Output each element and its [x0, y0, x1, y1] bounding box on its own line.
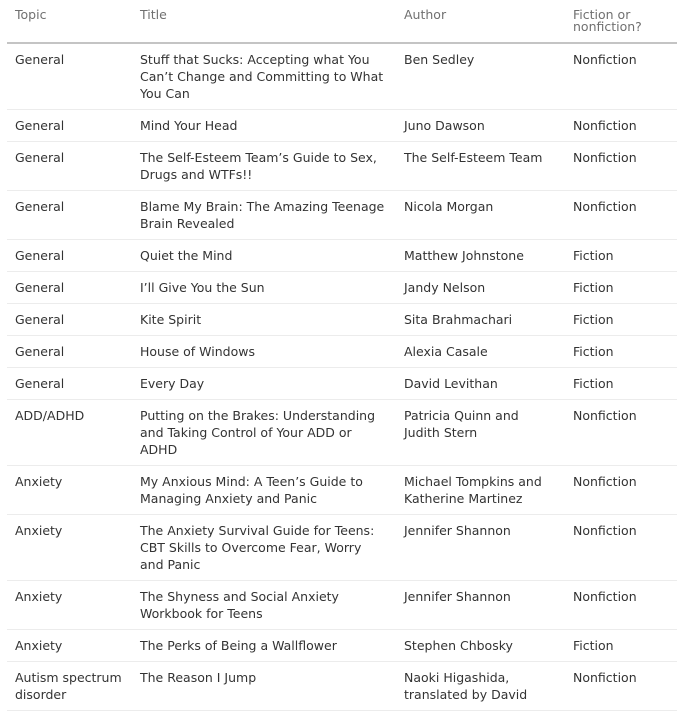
header-title: Title — [132, 0, 396, 43]
table-row — [7, 400, 677, 466]
header-topic: Topic — [7, 0, 132, 43]
cell-author: Alexia Casale — [396, 336, 565, 368]
cell-type: Fiction — [565, 336, 677, 368]
cell-topic: General — [7, 191, 132, 240]
cell-type: Nonfiction — [565, 191, 677, 240]
cell-topic: Anxiety — [7, 581, 132, 630]
cell-title: I’ll Give You the Sun — [132, 272, 396, 304]
cell-title: The Perks of Being a Wallflower — [132, 630, 396, 662]
cell-title: The Reason I Jump — [132, 662, 396, 711]
cell-topic: ADD/ADHD — [7, 400, 132, 466]
cell-author: David Levithan — [396, 368, 565, 400]
table-row — [7, 142, 677, 191]
header-author: Author — [396, 0, 565, 43]
cell-type: Nonfiction — [565, 43, 677, 110]
cell-topic: General — [7, 43, 132, 110]
table-row — [7, 630, 677, 662]
cell-title: The Anxiety Survival Guide for Teens: CBT Skills to Overcome Fear, Worry and Panic — [132, 515, 396, 581]
cell-type: Fiction — [565, 630, 677, 662]
cell-type: Nonfiction — [565, 581, 677, 630]
table-body — [7, 43, 677, 711]
cell-author: Michael Tompkins and Katherine Martinez — [396, 466, 565, 515]
cell-author: Patricia Quinn and Judith Stern — [396, 400, 565, 466]
cell-topic: General — [7, 110, 132, 142]
cell-author: Jennifer Shannon — [396, 581, 565, 630]
table-row — [7, 368, 677, 400]
cell-title: House of Windows — [132, 336, 396, 368]
cell-title: Mind Your Head — [132, 110, 396, 142]
cell-title: My Anxious Mind: A Teen’s Guide to Managing Anxiety and Panic — [132, 466, 396, 515]
cell-title: The Shyness and Social Anxiety Workbook for Teens — [132, 581, 396, 630]
cell-topic: General — [7, 336, 132, 368]
cell-topic: Anxiety — [7, 630, 132, 662]
table-row — [7, 272, 677, 304]
cell-author: Sita Brahmachari — [396, 304, 565, 336]
cell-topic: General — [7, 304, 132, 336]
cell-title: Putting on the Brakes: Understanding and Taking Control of Your ADD or ADHD — [132, 400, 396, 466]
cell-title: Every Day — [132, 368, 396, 400]
cell-topic: General — [7, 272, 132, 304]
cell-author: Jandy Nelson — [396, 272, 565, 304]
cell-type: Nonfiction — [565, 400, 677, 466]
cell-topic: Anxiety — [7, 466, 132, 515]
cell-type: Fiction — [565, 304, 677, 336]
table-row — [7, 191, 677, 240]
header-type: Fiction or nonfiction? — [565, 0, 677, 43]
cell-author: Jennifer Shannon — [396, 515, 565, 581]
table-row — [7, 581, 677, 630]
cell-author: Ben Sedley — [396, 43, 565, 110]
cell-title: Kite Spirit — [132, 304, 396, 336]
cell-type: Nonfiction — [565, 515, 677, 581]
cell-title: The Self-Esteem Team’s Guide to Sex, Drugs and WTFs!! — [132, 142, 396, 191]
cell-type: Nonfiction — [565, 466, 677, 515]
table-header — [7, 0, 677, 43]
cell-author: Matthew Johnstone — [396, 240, 565, 272]
cell-author: Nicola Morgan — [396, 191, 565, 240]
cell-type: Nonfiction — [565, 110, 677, 142]
cell-type: Fiction — [565, 272, 677, 304]
table-row — [7, 240, 677, 272]
cell-type: Fiction — [565, 240, 677, 272]
cell-topic: General — [7, 368, 132, 400]
cell-title: Stuff that Sucks: Accepting what You Can’t Change and Committing to What You Can — [132, 43, 396, 110]
cell-author: Juno Dawson — [396, 110, 565, 142]
cell-title: Blame My Brain: The Amazing Teenage Brain Revealed — [132, 191, 396, 240]
cell-topic: Anxiety — [7, 515, 132, 581]
book-table — [7, 0, 677, 711]
cell-title: Quiet the Mind — [132, 240, 396, 272]
cell-author: The Self-Esteem Team — [396, 142, 565, 191]
table-row — [7, 43, 677, 110]
table-row — [7, 466, 677, 515]
table-row — [7, 662, 677, 711]
table-row — [7, 110, 677, 142]
header-row — [7, 0, 677, 43]
cell-topic: General — [7, 142, 132, 191]
cell-author: Stephen Chbosky — [396, 630, 565, 662]
table-row — [7, 515, 677, 581]
table-row — [7, 336, 677, 368]
cell-topic: General — [7, 240, 132, 272]
cell-type: Nonfiction — [565, 662, 677, 711]
table-row — [7, 304, 677, 336]
cell-topic: Autism spectrum disorder — [7, 662, 132, 711]
cell-type: Fiction — [565, 368, 677, 400]
cell-type: Nonfiction — [565, 142, 677, 191]
cell-author: Naoki Higashida, translated by David — [396, 662, 565, 711]
